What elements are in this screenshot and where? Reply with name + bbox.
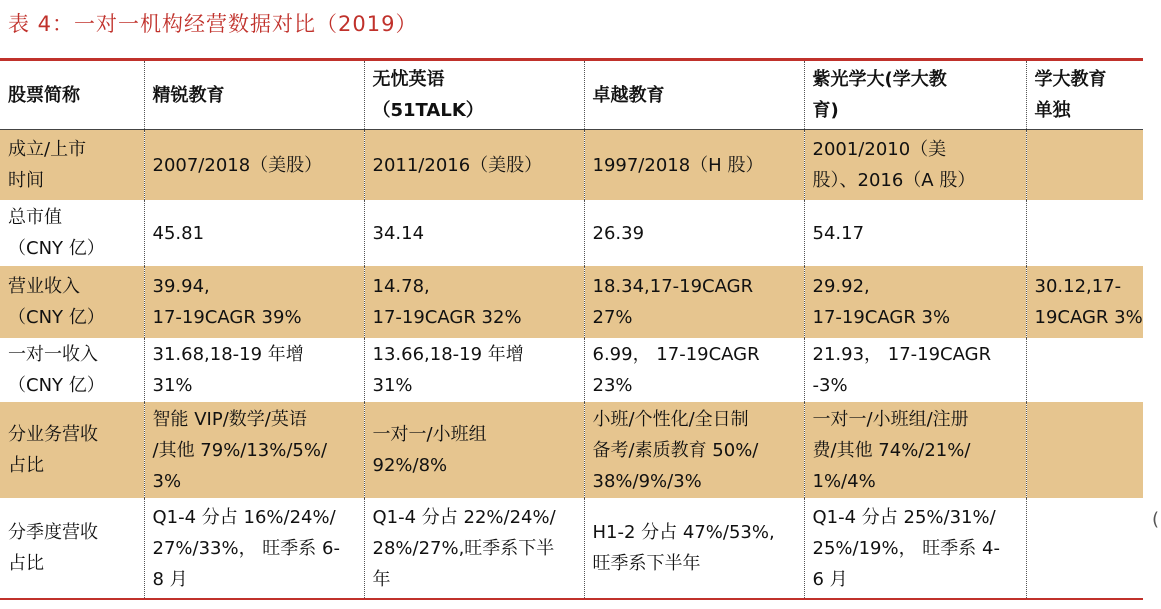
data-cell xyxy=(804,498,1026,599)
header-cell xyxy=(144,61,364,130)
cell-text-line: 营业收入 xyxy=(8,276,80,297)
cell-text-line: 年 xyxy=(372,568,391,590)
cell-text-line: -3% xyxy=(812,375,848,396)
data-cell xyxy=(804,130,1026,201)
cell-text-line: /其他 79%/13%/5%/ xyxy=(152,439,328,461)
header-cell xyxy=(0,61,144,130)
cell-text-line: 一对一/小班组 xyxy=(372,424,487,445)
header-cell xyxy=(364,61,584,130)
header-row xyxy=(0,61,1143,130)
data-cell xyxy=(1026,498,1143,599)
cell-text-line: 34.14 xyxy=(372,222,425,244)
data-cell xyxy=(144,130,364,201)
cell-text-line: 精锐教育 xyxy=(152,84,225,106)
data-cell xyxy=(364,402,584,498)
cell-text-line: H1-2 分占 47%/53%, xyxy=(592,522,775,543)
cell-text-line: 1997/2018（H 股） xyxy=(592,154,764,176)
cell-text-line: 单独 xyxy=(1034,100,1071,121)
cell-text-line: 18.34,17-19CAGR xyxy=(592,276,754,297)
table-row xyxy=(0,200,1143,266)
cell-text-line: 卓越教育 xyxy=(592,84,665,106)
cell-text-line: 学大教育 xyxy=(1034,69,1107,90)
cell-text-line: 时间 xyxy=(8,170,44,191)
data-cell xyxy=(364,200,584,266)
cell-text-line: 2001/2010（美 xyxy=(812,139,947,160)
table-row xyxy=(0,498,1143,599)
table-row xyxy=(0,266,1143,338)
data-cell xyxy=(1026,266,1143,338)
cell-text-line: 28%/27%,旺季系下半 xyxy=(372,537,555,559)
data-cell xyxy=(364,130,584,201)
cell-text-line: 小班/个性化/全日制 xyxy=(592,408,749,430)
cell-text-line: 31.68,18-19 年增 xyxy=(152,344,304,365)
data-cell xyxy=(584,266,804,338)
table-row xyxy=(0,130,1143,201)
cell-text-line: （CNY 亿） xyxy=(8,238,105,259)
cell-text-line: Q1-4 分占 16%/24%/ xyxy=(152,506,336,528)
cell-text-line: 29.92, xyxy=(812,276,870,297)
cell-text-line: 成立/上市 xyxy=(8,139,87,160)
data-cell xyxy=(364,498,584,599)
cell-text-line: 备考/素质教育 50%/ xyxy=(592,439,759,461)
row-label-cell xyxy=(0,402,144,498)
cell-text-line: （CNY 亿） xyxy=(8,307,105,328)
cell-text-line: 13.66,18-19 年增 xyxy=(372,344,524,365)
data-cell xyxy=(804,266,1026,338)
cell-text-line: 45.81 xyxy=(152,222,205,244)
data-cell xyxy=(364,266,584,338)
comparison-table xyxy=(0,61,1143,600)
cell-text-line: 1%/4% xyxy=(812,470,876,492)
cell-text-line: 25%/19%， 旺季系 4- xyxy=(812,537,1000,559)
data-cell xyxy=(584,498,804,599)
data-cell xyxy=(144,338,364,402)
cell-text-line: 17-19CAGR 3% xyxy=(812,307,951,328)
cell-text-line: 27% xyxy=(592,307,633,328)
cell-text-line: 17-19CAGR 39% xyxy=(152,307,302,328)
data-cell xyxy=(144,498,364,599)
edge-mark: ( xyxy=(1152,509,1160,530)
cell-text-line: （CNY 亿） xyxy=(8,375,105,396)
cell-text-line: 股）、2016（A 股） xyxy=(812,170,976,191)
data-cell xyxy=(1026,130,1143,201)
cell-text-line: 30.12,17- xyxy=(1034,276,1122,297)
data-cell xyxy=(364,338,584,402)
cell-text-line: 占比 xyxy=(8,455,44,476)
cell-text-line: 无忧英语 xyxy=(372,69,445,90)
table-row xyxy=(0,402,1143,498)
cell-text-line: （51TALK） xyxy=(372,100,484,121)
row-label-cell xyxy=(0,200,144,266)
cell-text-line: 19CAGR 3% xyxy=(1034,307,1143,328)
cell-text-line: 54.17 xyxy=(812,222,865,244)
cell-text-line: 分业务营收 xyxy=(8,424,98,445)
cell-text-line: 8 月 xyxy=(152,568,188,590)
cell-text-line: 育) xyxy=(812,100,839,121)
row-label-cell xyxy=(0,130,144,201)
row-label-cell xyxy=(0,498,144,599)
cell-text-line: 27%/33%， 旺季系 6- xyxy=(152,537,340,559)
cell-text-line: 39.94, xyxy=(152,276,210,297)
cell-text-line: 6.99， 17-19CAGR xyxy=(592,344,760,365)
cell-text-line: 分季度营收 xyxy=(8,522,98,543)
data-cell xyxy=(144,266,364,338)
table-row xyxy=(0,338,1143,402)
cell-text-line: 2007/2018（美股） xyxy=(152,154,323,176)
cell-text-line: 14.78, xyxy=(372,276,430,297)
cell-text-line: 92%/8% xyxy=(372,455,448,476)
cell-text-line: 3% xyxy=(152,470,182,492)
cell-text-line: 21.93， 17-19CAGR xyxy=(812,344,992,365)
cell-text-line: 38%/9%/3% xyxy=(592,470,702,492)
cell-text-line: 总市值 xyxy=(8,207,62,228)
cell-text-line: 23% xyxy=(592,375,633,396)
cell-text-line: 2011/2016（美股） xyxy=(372,154,543,176)
cell-text-line: 占比 xyxy=(8,553,44,574)
data-cell xyxy=(1026,338,1143,402)
cell-text-line: 17-19CAGR 32% xyxy=(372,307,522,328)
cell-text-line: 31% xyxy=(372,375,413,396)
header-cell xyxy=(1026,61,1143,130)
data-cell xyxy=(584,200,804,266)
cell-text-line: 智能 VIP/数学/英语 xyxy=(152,408,307,430)
data-cell xyxy=(804,402,1026,498)
row-label-cell xyxy=(0,266,144,338)
table-title: 表 4：一对一机构经营数据对比（2019） xyxy=(8,12,418,36)
cell-text-line: 旺季系下半年 xyxy=(592,553,701,574)
data-cell xyxy=(804,200,1026,266)
row-label-cell xyxy=(0,338,144,402)
cell-text-line: 31% xyxy=(152,375,193,396)
cell-text-line: 股票简称 xyxy=(8,84,80,106)
cell-text-line: Q1-4 分占 22%/24%/ xyxy=(372,506,556,528)
data-cell xyxy=(584,402,804,498)
data-cell xyxy=(1026,402,1143,498)
data-cell xyxy=(584,130,804,201)
data-cell xyxy=(144,200,364,266)
data-cell xyxy=(144,402,364,498)
data-cell xyxy=(584,338,804,402)
cell-text-line: 6 月 xyxy=(812,568,848,590)
data-cell xyxy=(1026,200,1143,266)
data-cell xyxy=(804,338,1026,402)
cell-text-line: 紫光学大(学大教 xyxy=(812,69,947,90)
header-cell xyxy=(804,61,1026,130)
cell-text-line: 一对一/小班组/注册 xyxy=(812,408,969,430)
cell-text-line: 一对一收入 xyxy=(8,344,98,365)
cell-text-line: 费/其他 74%/21%/ xyxy=(812,439,971,461)
cell-text-line: Q1-4 分占 25%/31%/ xyxy=(812,506,996,528)
header-cell xyxy=(584,61,804,130)
cell-text-line: 26.39 xyxy=(592,222,645,244)
